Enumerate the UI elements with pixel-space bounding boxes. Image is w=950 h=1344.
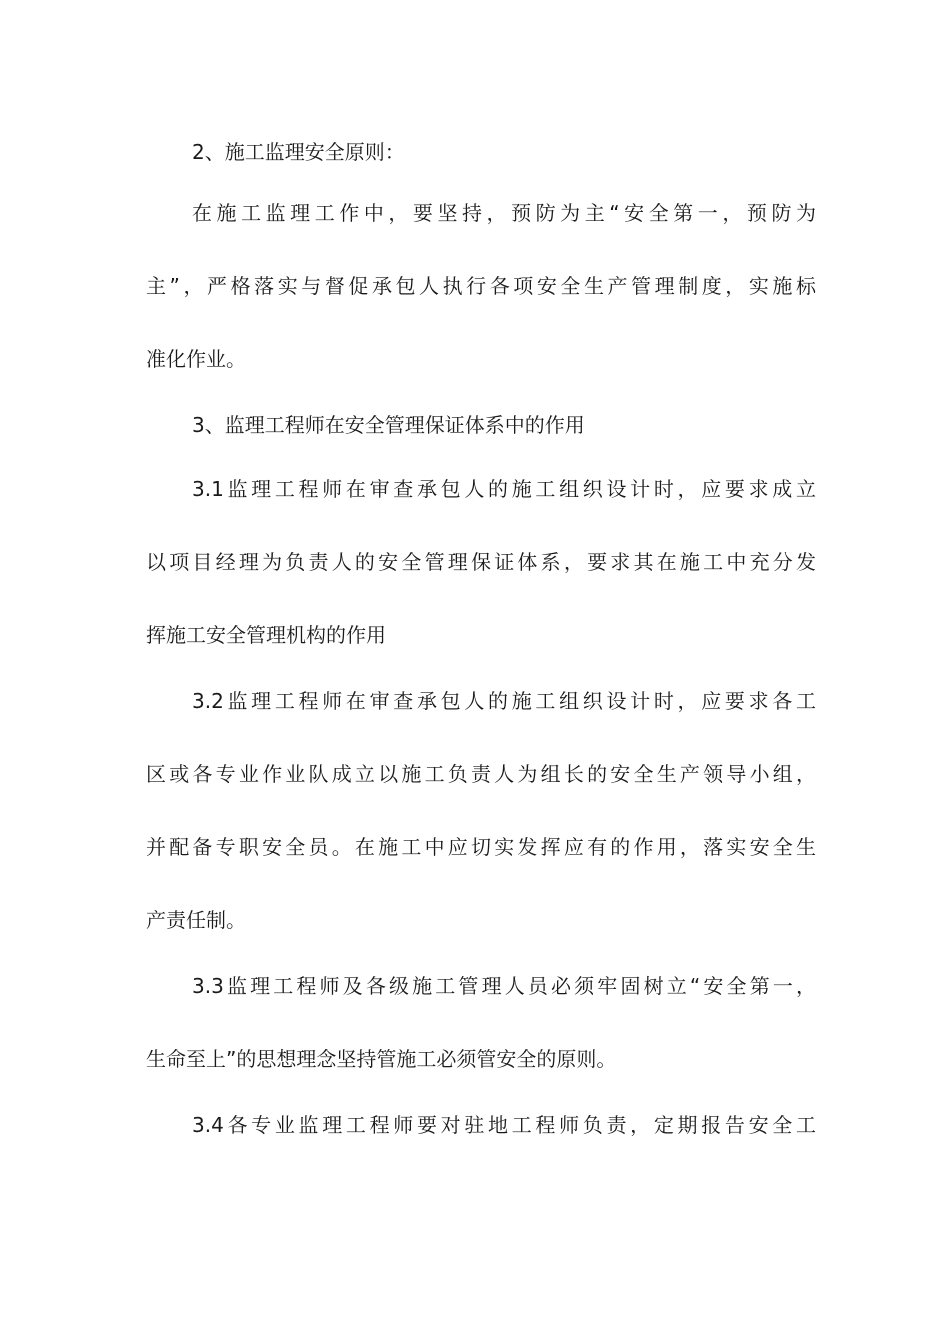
paragraph-line: 3.4各专业监理工程师要对驻地工程师负责，定期报告安全工 <box>192 1113 816 1137</box>
paragraph-line: 挥施工安全管理机构的作用 <box>146 623 386 647</box>
section-3-heading: 3、监理工程师在安全管理保证体系中的作用 <box>192 413 585 437</box>
paragraph-line: 并配备专职安全员。在施工中应切实发挥应有的作用，落实安全生 <box>146 835 816 859</box>
paragraph-line: 准化作业。 <box>146 347 246 371</box>
paragraph-line: 3.3监理工程师及各级施工管理人员必须牢固树立“安全第一， <box>192 974 816 998</box>
paragraph-line: 主”，严格落实与督促承包人执行各项安全生产管理制度，实施标 <box>146 274 816 298</box>
paragraph-line: 3.2监理工程师在审查承包人的施工组织设计时，应要求各工 <box>192 689 816 713</box>
paragraph-line: 以项目经理为负责人的安全管理保证体系，要求其在施工中充分发 <box>146 550 816 574</box>
section-2-heading: 2、施工监理安全原则： <box>192 140 405 164</box>
paragraph-line: 3.1监理工程师在审查承包人的施工组织设计时，应要求成立 <box>192 477 816 501</box>
paragraph-line: 生命至上”的思想理念坚持管施工必须管安全的原则。 <box>146 1047 617 1071</box>
paragraph-line: 产责任制。 <box>146 908 246 932</box>
paragraph-line: 区或各专业作业队成立以施工负责人为组长的安全生产领导小组， <box>146 762 816 786</box>
paragraph-line: 在施工监理工作中，要坚持，预防为主“安全第一，预防为 <box>192 201 816 225</box>
